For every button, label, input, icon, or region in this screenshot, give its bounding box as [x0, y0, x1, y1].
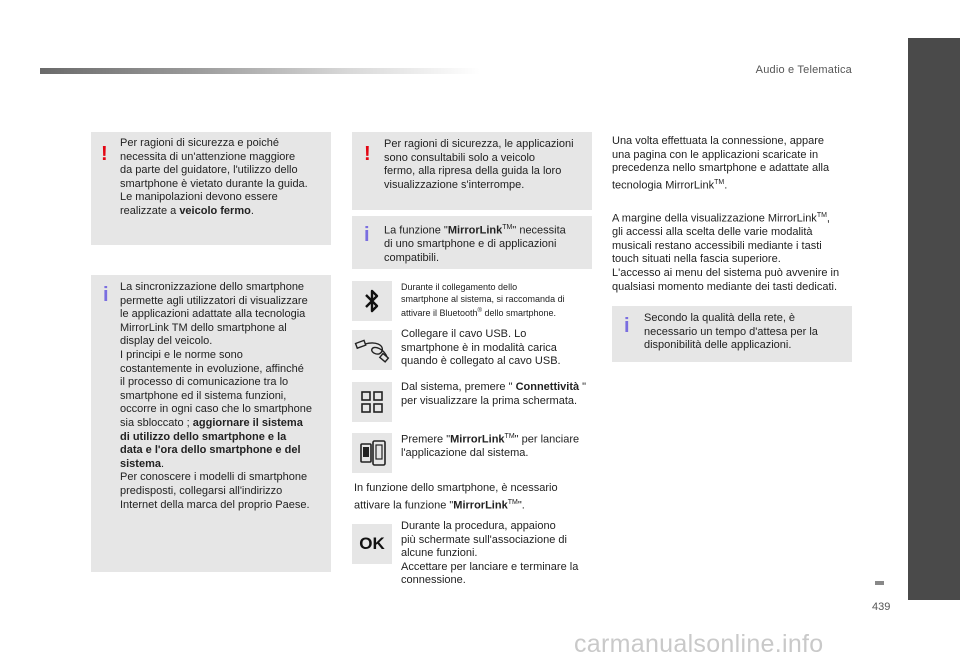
bluetooth-icon	[361, 287, 383, 315]
warning-text: Per ragioni di sicurezza e poiché necessita di un'attenzione maggiore da parte del guidatore, l'utilizzo dello smartphone è vietato durante la guida. Le manipolazioni devono essere realizzate a veicolo fermo.	[120, 137, 308, 217]
paragraph-mirrorlink-display: A margine della visualizzazione MirrorLink™, gli accessi alla scelta delle varie modalità musicali restano accessibili mediante i tasti touch situati nella fascia superiore. L'accesso ai menu del sistema può avvenire in qualsiasi momento mediante dei tasti dedicati.	[612, 212, 840, 293]
info-icon: i	[624, 315, 630, 337]
usb-cable-icon	[354, 335, 390, 365]
mirrorlink-phone-icon	[357, 438, 387, 468]
step-ok-text: Durante la procedura, appaiono più schermate sull'associazione di alcune funzioni. Accettare per lanciare e terminare la connessione.	[401, 520, 579, 587]
note-activate-mirrorlink: In funzione dello smartphone, è ncessario attivare la funzione "MirrorLink™".	[354, 482, 558, 512]
header-gradient-bar	[40, 68, 480, 74]
step-mirrorlink-text: Premere "MirrorLink™" per lanciare l'applicazione dal sistema.	[401, 433, 580, 460]
page-header-title: Audio e Telematica	[755, 64, 852, 76]
page-number: 439	[872, 601, 891, 613]
info-icon: i	[103, 284, 109, 306]
info-box-sync	[91, 275, 331, 572]
ok-icon: OK	[359, 534, 385, 553]
info-text-network: Secondo la qualità della rete, è necessario un tempo d'attesa per la disponibilità delle applicazioni.	[644, 312, 818, 352]
info-box-network	[612, 306, 852, 362]
step-usb-text: Collegare il cavo USB. Lo smartphone è in modalità carica quando è collegato al cavo USB.	[401, 328, 561, 368]
watermark: carmanualsonline.info	[574, 630, 824, 658]
page-marker	[875, 581, 884, 585]
step-connectivity-text: Dal sistema, premere " Connettività " per visualizzare la prima schermata.	[401, 381, 587, 407]
warning-box-safety	[91, 132, 331, 245]
info-text-mirrorlink: La funzione "MirrorLink™" necessita di uno smartphone e di applicazioni compatibili.	[384, 224, 566, 264]
warning-icon: !	[101, 143, 108, 165]
info-text-sync: La sincronizzazione dello smartphone permette agli utilizzatori di visualizzare le applicazioni adattate alla tecnologia MirrorLink TM dello smartphone al display del veicolo. I principi e le norme sono costantemente in evoluzione, affinché il processo di comunicazione tra lo smartphone ed il sistema funzioni, occorre in ogni caso che lo smartphone sia sbloccato ; aggiornare il sistema di utilizzo dello smartphone e la data e l'ora dello smartphone e del sistema. Per conoscere i modelli di smartphone predisposti, collegarsi all'indirizzo Internet della marca del proprio Paese.	[120, 281, 312, 511]
connectivity-icon-box	[352, 382, 392, 422]
paragraph-connection: Una volta effettuata la connessione, appare una pagina con le applicazioni scaricate in precedenza nello smartphone e adattate alla tecnologia MirrorLink™.	[612, 135, 830, 192]
bluetooth-icon-box	[352, 281, 392, 321]
warning-box-apps	[352, 132, 592, 210]
usb-cable-icon-box	[352, 330, 392, 370]
ok-icon-box	[352, 524, 392, 564]
warning-text-apps: Per ragioni di sicurezza, le applicazioni sono consultabili solo a veicolo fermo, alla ripresa della guida la loro visualizzazione s'interrompe.	[384, 138, 574, 191]
side-strip	[908, 38, 960, 600]
warning-icon: !	[364, 143, 371, 165]
mirrorlink-icon-box	[352, 433, 392, 473]
info-box-mirrorlink	[352, 216, 592, 269]
step-bluetooth-text: Durante il collegamento dello smartphone al sistema, si raccomanda di attivare il Bluetooth® dello smartphone.	[401, 282, 565, 318]
info-icon: i	[364, 224, 370, 246]
grid-icon	[360, 390, 384, 414]
